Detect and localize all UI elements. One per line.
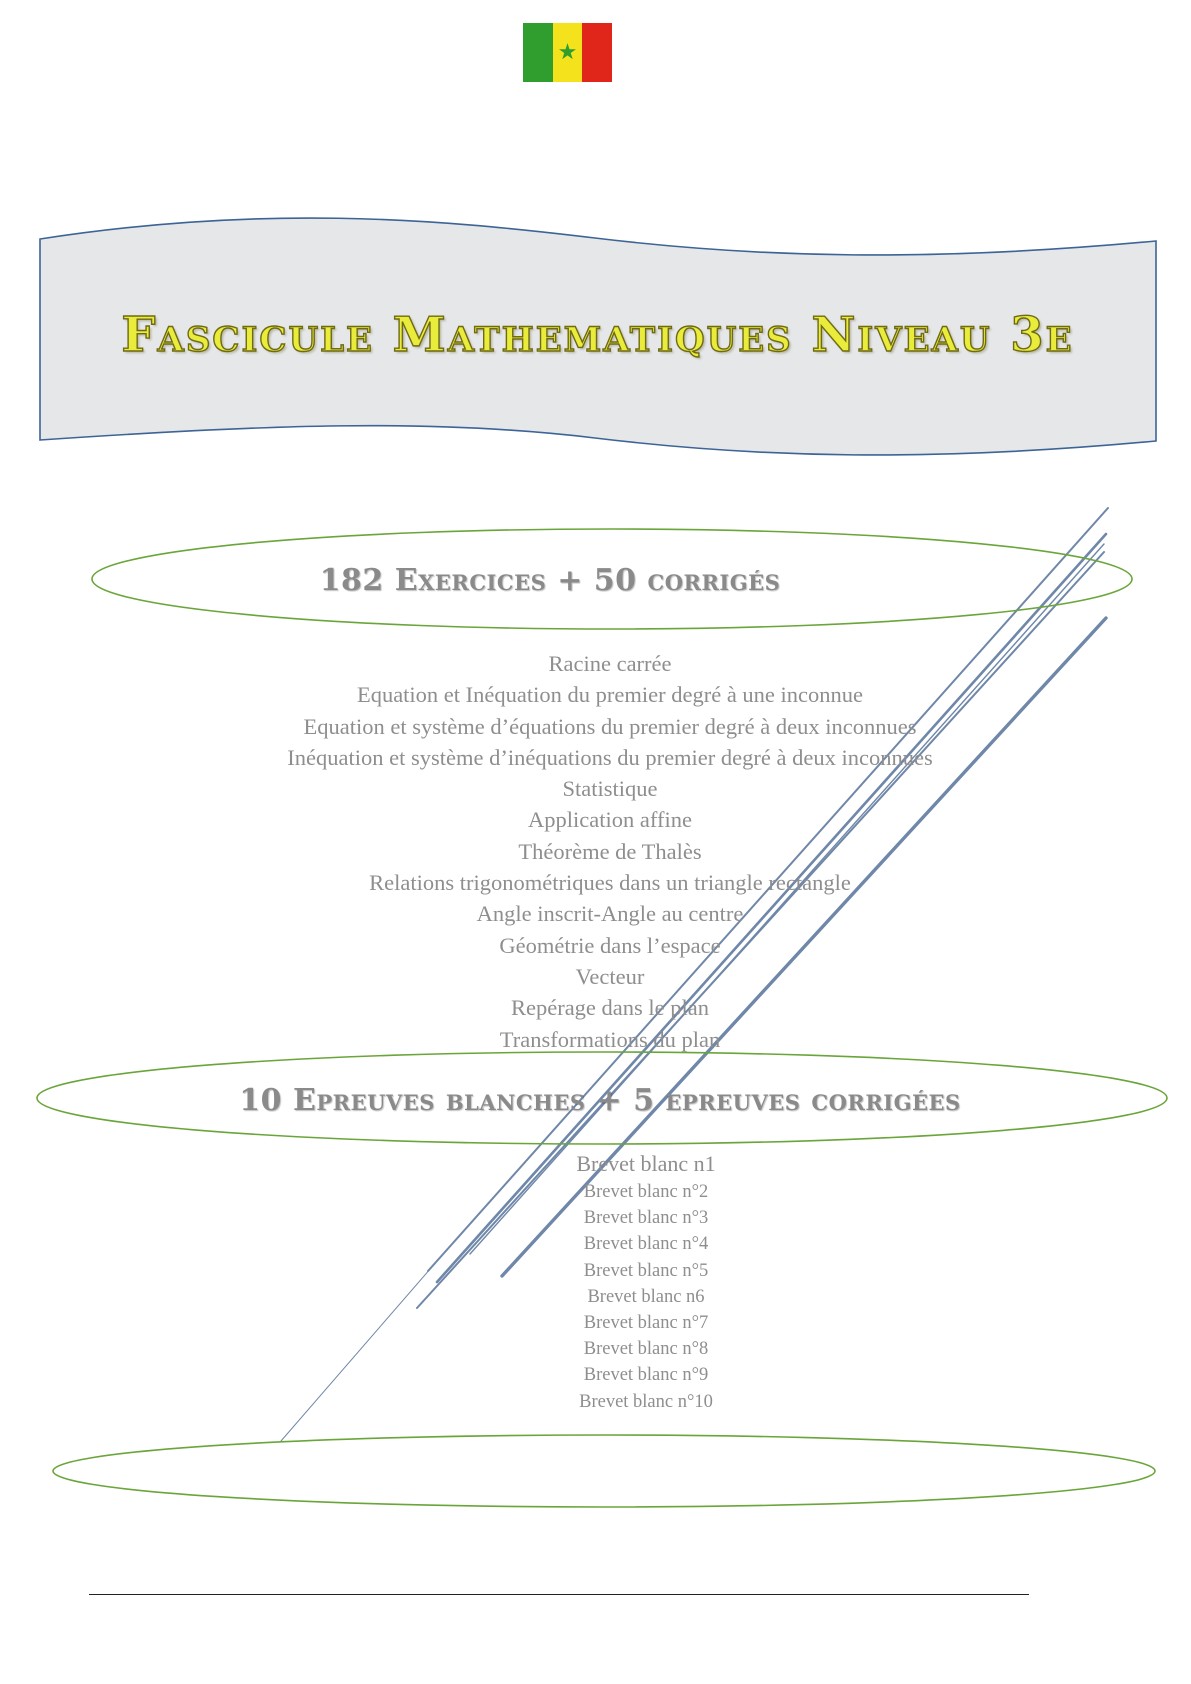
list-item: Relations trigonométriques dans un triangle rectangle bbox=[369, 870, 851, 896]
list-item: Vecteur bbox=[575, 963, 645, 989]
list-item: Equation et système d’équations du premier degré à deux inconnues bbox=[303, 713, 917, 739]
exams-heading: 10 Epreuves blanches + 5 epreuves corrigées bbox=[239, 1083, 961, 1118]
list-item: Statistique bbox=[562, 776, 658, 802]
list-item: Brevet blanc n°4 bbox=[583, 1234, 709, 1255]
list-item: Racine carrée bbox=[548, 651, 672, 676]
list-item: Equation et Inéquation du premier degré à une inconnue bbox=[356, 682, 864, 708]
footer-divider bbox=[89, 1594, 1029, 1595]
list-item: Transformations du plan bbox=[499, 1026, 721, 1052]
list-item: Inéquation et système d’inéquations du premier degré à deux inconnues bbox=[287, 744, 933, 770]
brevet-list bbox=[446, 1149, 846, 1415]
topic-list bbox=[200, 648, 1020, 1055]
list-item: Brevet blanc n°10 bbox=[579, 1391, 713, 1412]
green-star-icon: ★ bbox=[557, 39, 578, 65]
list-item: Brevet blanc n°8 bbox=[583, 1339, 709, 1360]
list-item: Brevet blanc n6 bbox=[587, 1286, 705, 1307]
list-item: Brevet blanc n°7 bbox=[583, 1313, 709, 1334]
list-item: Théorème de Thalès bbox=[518, 838, 702, 864]
list-item: Brevet blanc n°9 bbox=[583, 1365, 709, 1386]
empty-ellipse bbox=[53, 1435, 1155, 1507]
list-item: Brevet blanc n1 bbox=[576, 1151, 716, 1176]
list-item: Application affine bbox=[528, 807, 692, 833]
page-title: Fascicule Mathematiques Niveau 3e bbox=[121, 307, 1074, 363]
list-item: Brevet blanc n°3 bbox=[583, 1208, 709, 1229]
list-item: Repérage dans le plan bbox=[510, 995, 710, 1021]
list-item: Angle inscrit-Angle au centre bbox=[476, 901, 744, 927]
list-item: Brevet blanc n°2 bbox=[583, 1182, 709, 1202]
list-item: Géométrie dans l’espace bbox=[499, 932, 721, 958]
exercises-heading: 182 Exercices + 50 corrigés bbox=[319, 563, 781, 598]
list-item: Brevet blanc n°5 bbox=[583, 1260, 709, 1281]
